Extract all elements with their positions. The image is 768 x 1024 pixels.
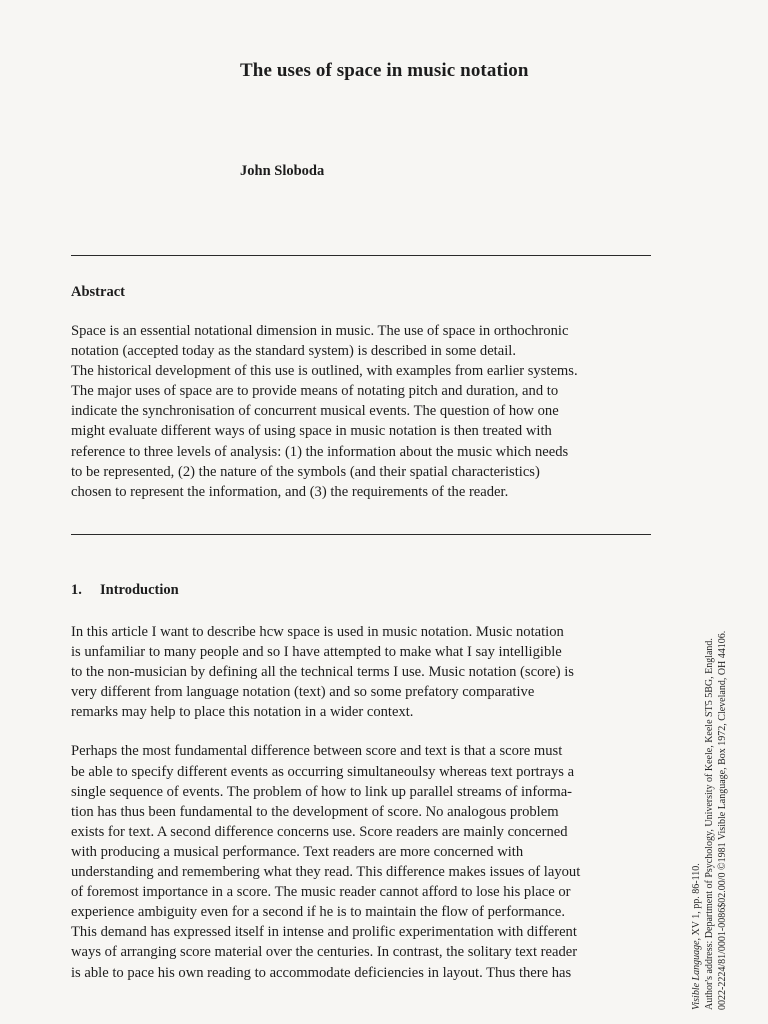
text-line: remarks may help to place this notation in a wider context. [71,704,414,721]
text-line: understanding and remembering what they read. This difference makes issues of layout [71,864,581,881]
top-divider [71,255,651,256]
section-heading-introduction [71,582,179,599]
section-title: Introduction [100,582,179,598]
abstract-heading: Abstract [71,284,125,300]
text-line: be able to specify different events as occurring simultaneoulsy whereas text portrays a [71,763,575,780]
text-line: experience ambiguity even for a second if he is to maintain the flow of performance. [71,904,565,921]
text-line: In this article I want to describe hcw space is used in music notation. Music notation [71,624,564,640]
text-line: single sequence of events. The problem of how to link up parallel streams of informa- [71,783,573,800]
introduction-paragraph-1 [71,622,661,722]
section-number: 1. [71,582,82,598]
article-author: John Sloboda [240,163,325,179]
abstract-line: indicate the synchronisation of concurrent musical events. The question of how one [71,403,559,420]
text-line: of foremost importance in a score. The music reader cannot afford to lose his place or [71,884,571,901]
text-line: to the non-musician by defining all the technical terms I use. Music notation (score) is [71,664,574,681]
text-line: very different from language notation (text) and so some prefatory comparative [71,684,535,701]
abstract-body [71,321,661,502]
abstract-line: chosen to represent the information, and (3) the requirements of the reader. [71,483,509,500]
publication-side-note [690,590,730,1010]
text-line: is unfamiliar to many people and so I have attempted to make what I say intelligible [71,644,562,661]
abstract-line: notation (accepted today as the standard system) is described in some detail. [71,343,516,360]
abstract-line: reference to three levels of analysis: (1) the information about the music which needs [71,443,569,460]
journal-citation [690,590,703,1010]
paragraph-spacer [71,722,661,741]
abstract-line: The major uses of space are to provide means of notating pitch and duration, and to [71,383,559,400]
article-title: The uses of space in music notation [240,60,529,81]
abstract-line: might evaluate different ways of using space in music notation is then treated with [71,423,552,440]
text-line: tion has thus been fundamental to the development of score. No analogous problem [71,803,559,820]
journal-name: Visible Language [691,940,702,1010]
author-address: Author's address: Department of Psychology, University of Keele, Keele ST5 5BG, England. [704,638,716,1010]
bottom-divider [71,534,651,535]
introduction-paragraph-2 [71,741,661,982]
abstract-line: Space is an essential notational dimension in music. The use of space in orthochronic [71,323,569,339]
abstract-line: The historical development of this use is outlined, with examples from earlier systems. [71,363,578,380]
text-line: with producing a musical performance. Text readers are more concerned with [71,843,524,860]
text-line: is able to pace his own reading to accommodate deficiencies in layout. Thus there has [71,964,572,981]
introduction-body [71,622,661,983]
text-line: exists for text. A second difference concerns use. Score readers are mainly concerned [71,823,568,840]
text-line: Perhaps the most fundamental difference between score and text is that a score must [71,743,563,760]
abstract-line: to be represented, (2) the nature of the symbols (and their spatial characteristics) [71,463,540,480]
text-line: ways of arranging score material over the centuries. In contrast, the solitary text reader [71,944,578,961]
copyright-code: 0022-2224/81/0001-0086$02.00/0 ©1981 Visible Language, Box 1972, Cleveland, OH 44106. [717,630,729,1010]
text-line: This demand has expressed itself in intense and prolific experimentation with different [71,924,577,941]
journal-volume-pages: , XV 1, pp. 86-110. [691,863,702,941]
